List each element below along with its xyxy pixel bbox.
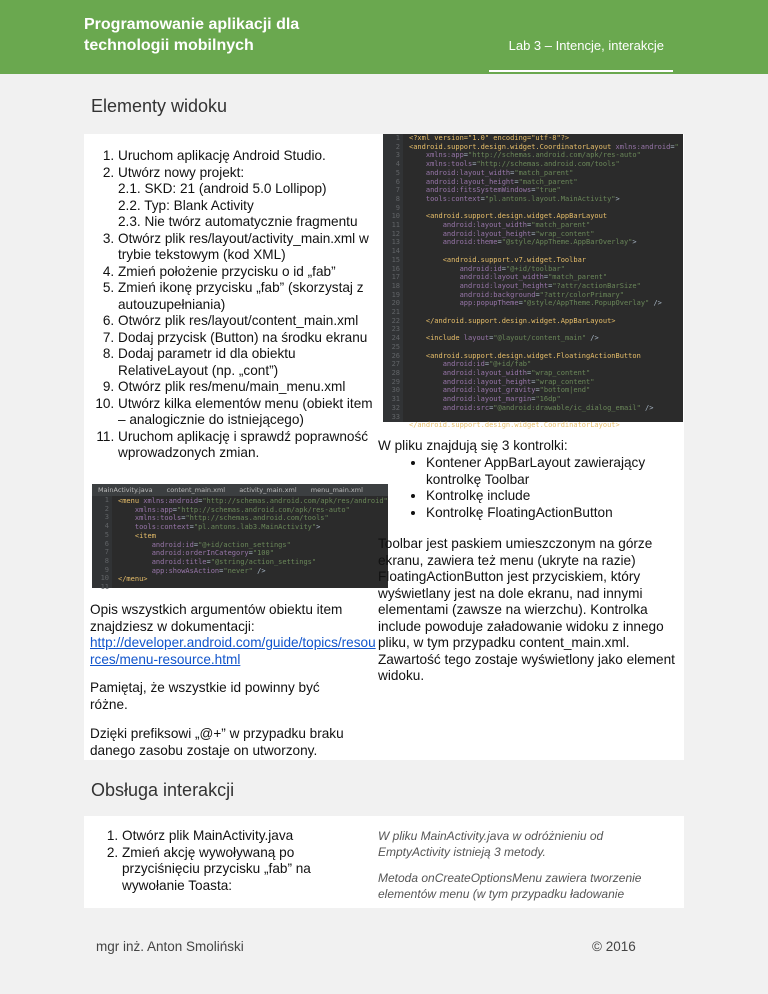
step: 9. Otwórz plik res/menu/main_menu.xml [118,379,380,396]
step: 5. Zmień ikonę przycisku „fab” (skorzystaj z autouzupełniania) [118,280,380,313]
step: 7. Dodaj przycisk (Button) na środku ekranu [118,330,380,347]
copyright: © 2016 [592,939,636,954]
code-lines: <?xml version="1.0" encoding="utf-8"?> <android.support.design.widget.CoordinatorLayout xmlns:android=" xmlns:app="http://schemas.android.com/apk/res-auto" xmlns:tools="http://schemas.android.com/tools" android:layout_width="match_parent" android:layout_height="match_parent" android:fitsSystemWindows="true" tools:context="pl.antons.layout.MainActivity"> <android.support.design.widget.AppBarLayout android:layout_width="match_parent" android:layout_height="wrap_content" android:theme="@style/AppTheme.AppBarOverlay"> <android.support.v7.widget.Toolbar android:id="@+id/toolbar" android:layout_width="match_parent" android:layout_height="?attr/actionBarSize" android:background="?attr/colorPrimary" app:popupTheme="@style/AppTheme.PopupOverlay" /> </android.support.design.widget.AppBarLayout> <include layout="@layout/content_main" /> <android.support.design.widget.FloatingActionButton android:id="@+id/fab" android:layout_width="wrap_content" android:layout_height="wrap_content" android:layout_gravity="bottom|end" android:layout_margin="16dp" android:src="@android:drawable/ic_dialog_email" /> </android.support.design.widget.CoordinatorLayout> [409,134,679,430]
page-header [0,0,768,74]
section-title-elements: Elementy widoku [91,96,228,116]
substep: 2.3. Nie twórz automatycznie fragmentu [118,214,358,229]
tab-menu-main[interactable]: menu_main.xml [310,486,363,494]
controls-list [378,455,678,521]
prefix-note: Dzięki prefiksowi „@+” w przypadku braku danego zasobu zostaje on utworzony. [90,726,344,758]
step: 1. Uruchom aplikację Android Studio. [118,148,380,165]
doc-description: Opis wszystkich argumentów obiektu item znajdziesz w dokumentacji: http://developer.android.com/guide/topics/resources/menu-resource.html [90,602,376,667]
right-explanation: Toolbar jest paskiem umieszczonym na górze ekranu, zawiera też menu (ukryte na razie) FloatingActionButton jest przyciskiem, który wyświetlany jest na dole ekranu, nad innymi elementami (zawsze na wierzchu). Kontrolka include powoduje załadowanie widoku z innego pliku, w tym przypadku content_main.xml. Zawartość tego zostaje wyświetlony jako element widoku. [378,536,675,683]
substep: 2.1. SKD: 21 (android 5.0 Lollipop) [118,181,327,196]
list-item: • Kontrolkę include [426,488,678,505]
course-title: Programowanie aplikacji dla technologii mobilnych [84,16,300,54]
step: 3. Otwórz plik res/layout/activity_main.xml w trybie tekstowym (kod XML) [118,231,380,264]
author: mgr inż. Anton Smoliński [96,939,244,954]
tab-content-main[interactable]: content_main.xml [166,486,226,494]
header-rule [489,70,673,72]
tab-mainactivity[interactable]: MainActivity.java [98,486,153,494]
methods-note: W pliku MainActivity.java w odróżnieniu od EmptyActivity istnieją 3 metody. [378,829,604,859]
step: 2. Utwórz nowy projekt: 2.1. SKD: 21 (android 5.0 Lollipop) 2.2. Typ: Blank Activity 2.3. Nie twórz automatycznie fragmentu [118,165,380,231]
list-item: • Kontener AppBarLayout zawierający kontrolkę Toolbar [426,455,678,488]
step: 8. Dodaj parametr id dla obiektu RelativeLayout (np. „cont”) [118,346,380,379]
list-item: • Kontrolkę FloatingActionButton [426,505,678,522]
editor-tabs [92,484,388,496]
section-interaction [84,816,684,908]
step: 10. Utwórz kilka elementów menu (obiekt item – analogicznie do istniejącego) [118,396,380,429]
steps-list [90,148,380,462]
section-title-interaction: Obsługa interakcji [91,780,235,800]
substep: 2.2. Typ: Blank Activity [118,197,254,213]
line-numbers: 1 2 3 4 5 6 7 8 9 10 11 12 13 14 15 16 17 18 19 20 21 22 23 24 25 26 27 28 29 30 31 32 33 [383,134,403,422]
right-intro: W pliku znajdują się 3 kontrolki: [378,438,568,453]
menu-main-code-screenshot [92,484,388,592]
interaction-steps [94,828,354,894]
activity-main-code-screenshot [383,134,683,430]
lab-title: Lab 3 – Intencje, interakcje [508,38,664,53]
line-numbers: 1 2 3 4 5 6 7 8 9 10 11 [92,496,112,588]
id-note: Pamiętaj, że wszystkie id powinny być różne. [90,680,320,712]
menu-method-note: Metoda onCreateOptionsMenu zawiera tworzenie elementów menu (w tym przypadku ładowanie [378,871,642,901]
step: 1. Otwórz plik MainActivity.java [122,828,354,845]
step: 2. Zmień akcję wywoływaną po przyciśnięciu przycisku „fab” na wywołanie Toasta: [122,845,354,895]
section-elements [84,134,684,760]
step: 4. Zmień położenie przycisku o id „fab” [118,264,380,281]
docs-link[interactable]: http://developer.android.com/guide/topics/resources/menu-resource.html [90,635,376,667]
code-lines: <menu xmlns:android="http://schemas.android.com/apk/res/android" xmlns:app="http://schemas.android.com/apk/res-auto" xmlns:tools="http://schemas.android.com/tools" tools:context="pl.antons.lab3.MainActivity"> <item android:id="@+id/action_settings" android:orderInCategory="100" android:title="@string/action_settings" app:showAsAction="never" /> </menu> [118,497,388,584]
step: 11. Uruchom aplikację i sprawdź poprawność wprowadzonych zmian. [118,429,380,462]
step: 6. Otwórz plik res/layout/content_main.xml [118,313,380,330]
tab-activity-main[interactable]: activity_main.xml [239,486,297,494]
